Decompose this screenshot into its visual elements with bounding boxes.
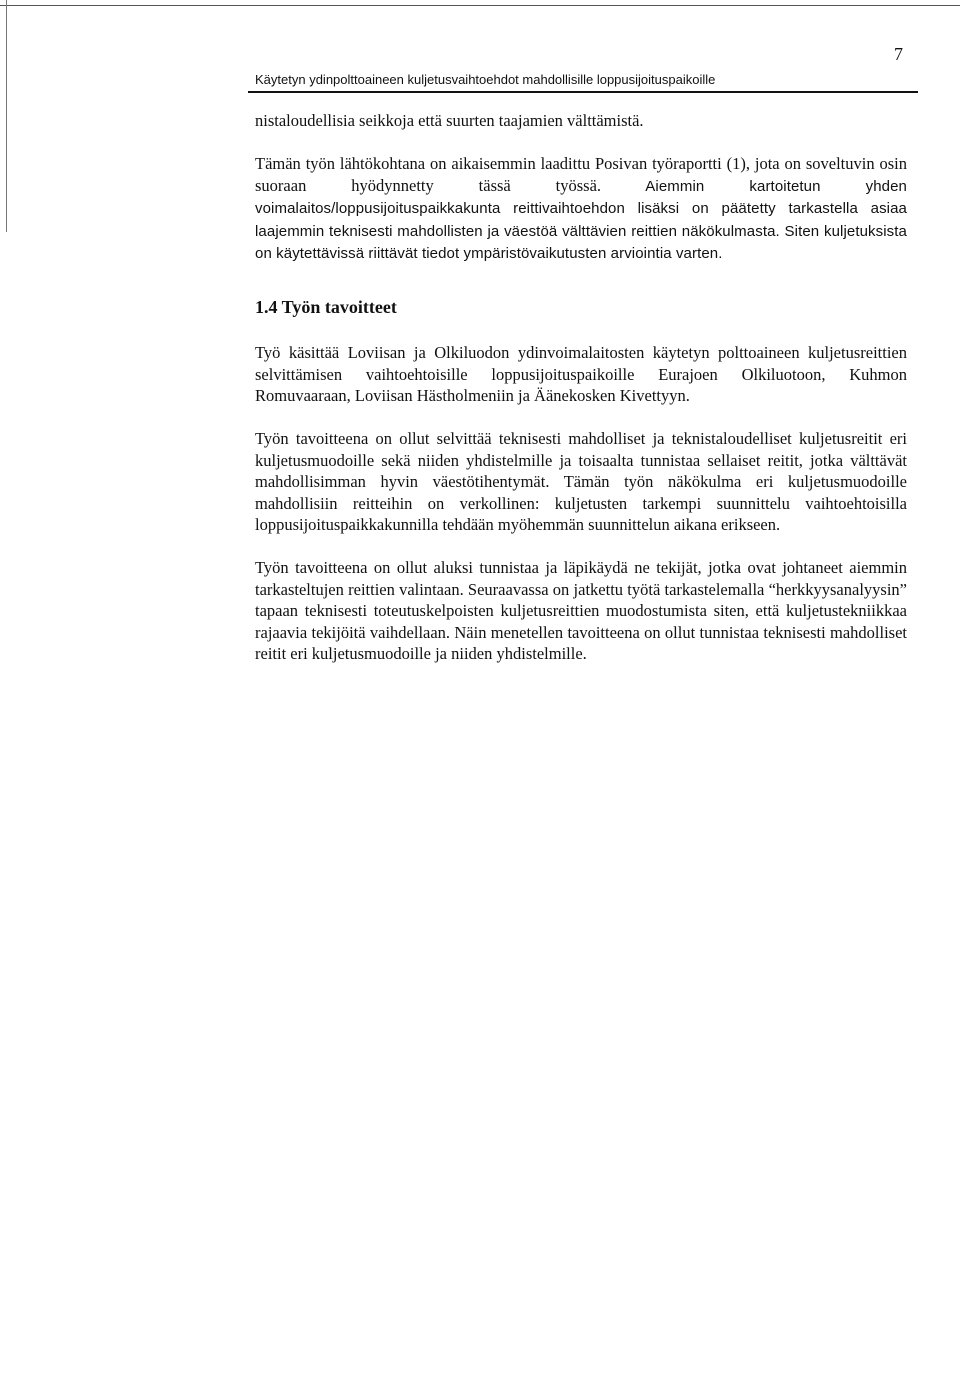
intro-paragraph [255, 153, 907, 265]
running-header: Käytetyn ydinpolttoaineen kuljetusvaihtoehdot mahdollisille loppusijoituspaikoille [255, 72, 716, 87]
scan-edge-top [0, 0, 960, 6]
intro-paragraph-serif: Tämän työn lähtökohtana on aikaisemmin laadittu Posivan työraportti (1), jota on soveltuvin osin suoraan hyödynnetty tässä työssä. [255, 154, 907, 195]
intro-paragraph-sans: Aiemmin kartoitetun yhden voimalaitos/loppusijoituspaikkakunta reittivaihtoehdon lisäksi on päätetty tarkastella asiaa laajemmin teknisesti mahdollisten ja väestöä välttävien reittien näkökulmasta. Siten kuljetuksista on käytettävissä riittävät tiedot ympäristövaikutusten arviointia varten. [255, 177, 907, 262]
section-heading: 1.4 Työn tavoitteet [255, 296, 397, 317]
page-number: 7 [894, 44, 903, 64]
section-paragraph-3: Työn tavoitteena on ollut aluksi tunnistaa ja läpikäydä ne tekijät, jotka ovat johtaneet aiemmin tarkasteltujen reittien valintaan. Seuraavassa on jatkettu työtä tarkastelemalla “herkkyysanalyysin” tapaan teknisesti toteutuskelpoisten kuljetusreittien muodostumista siten, että kuljetustekniikkaa rajaavia tekijöitä vaihdellaan. Näin menetellen tavoitteena on ollut tunnistaa teknisesti mahdolliset reitit eri kuljetusmuodoille ja niiden yhdistelmille. [255, 558, 907, 663]
header-rule [248, 91, 918, 93]
section-paragraph-1: Työ käsittää Loviisan ja Olkiluodon ydinvoimalaitosten käytetyn polttoaineen kuljetusreittien selvittämisen vaihtoehtoisille loppusijoituspaikoille Eurajoen Olkiluotoon, Kuhmon Romuvaaraan, Loviisan Hästholmeniin ja Äänekosken Kivettyyn. [255, 343, 907, 405]
continued-paragraph: nistaloudellisia seikkoja että suurten taajamien välttämistä. [255, 111, 644, 130]
document-body [255, 110, 907, 686]
section-paragraph-2: Työn tavoitteena on ollut selvittää teknisesti mahdolliset ja teknistaloudelliset kuljetusreitit eri kuljetusmuodoille sekä niiden yhdistelmille ja toisaalta tunnistaa sellaiset reitit, jotka välttävät mahdollisimman hyvin väestötihentymät. Tämän työn näkökulma eri kuljetusmuodoille mahdollisiin reitteihin on verkollinen: kuljetusten tarkempi suunnittelu vaihtoehtoisilla loppusijoituspaikkakunnilla tehdään myöhemmän suunnittelun aikana erikseen. [255, 429, 907, 534]
scan-edge-left [0, 0, 7, 232]
